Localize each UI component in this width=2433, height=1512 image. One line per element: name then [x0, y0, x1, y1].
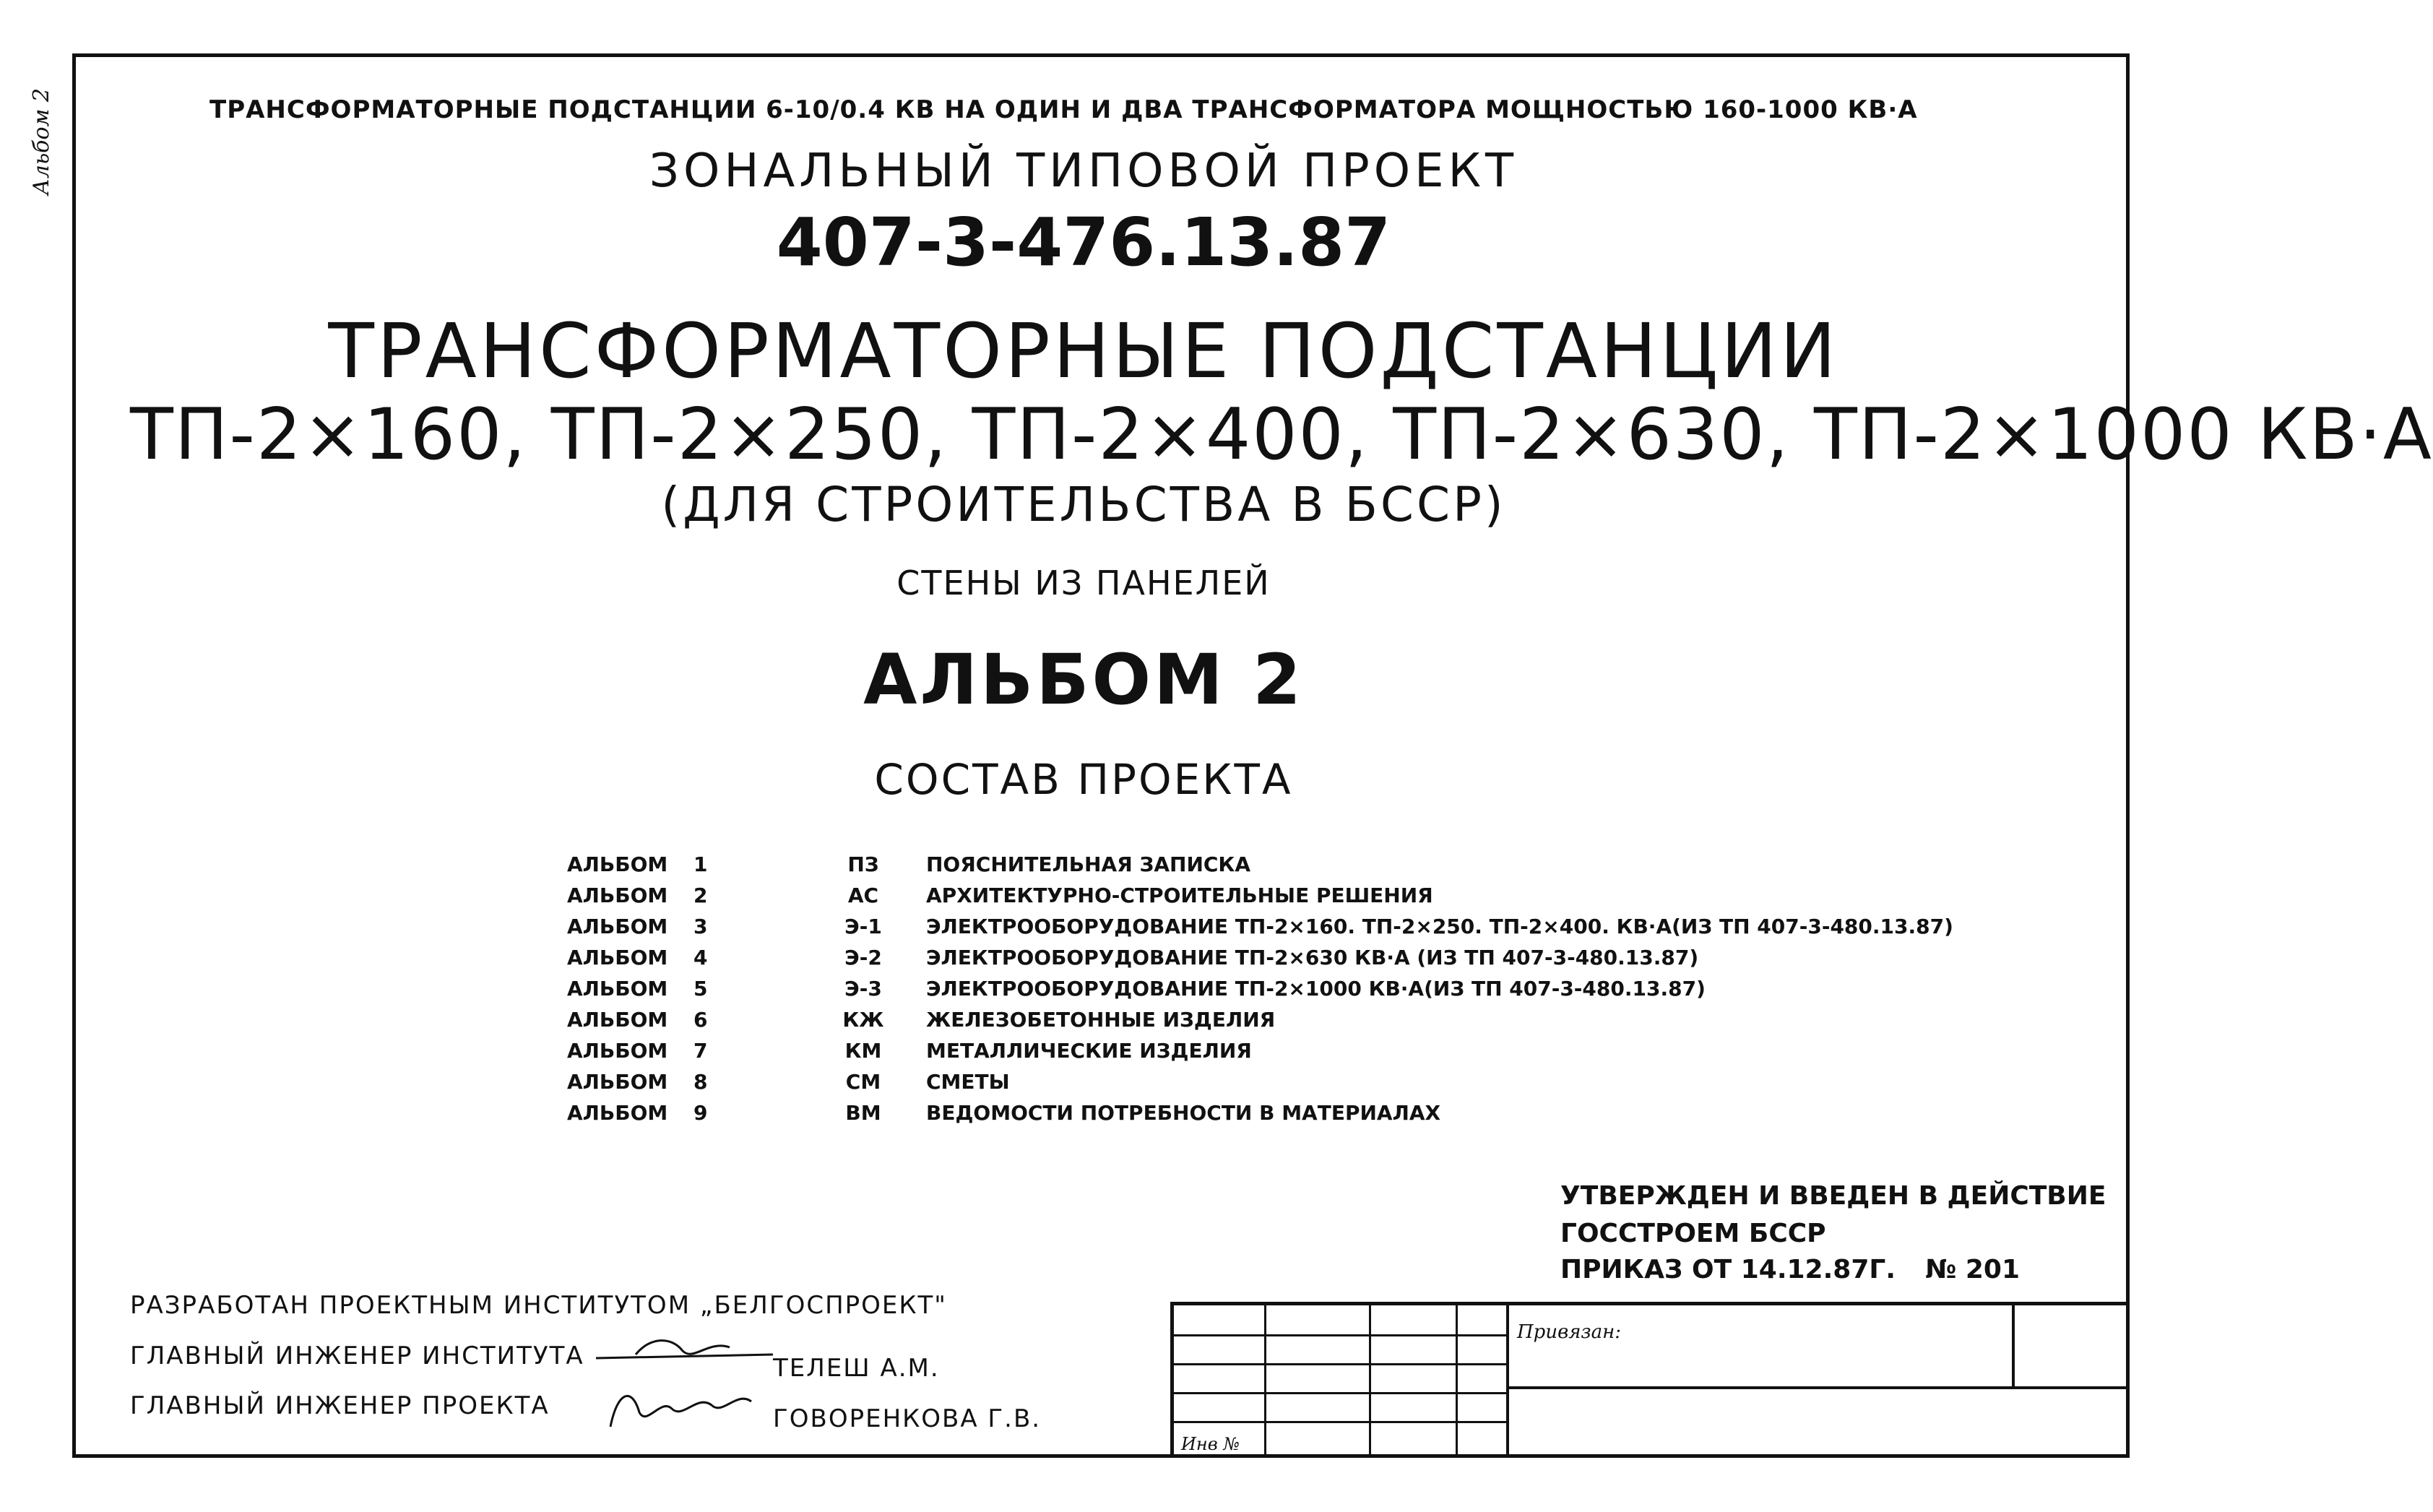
album-number: 3	[693, 915, 708, 938]
album-description: ЖЕЛЕЗОБЕТОННЫЕ ИЗДЕЛИЯ	[926, 1008, 1276, 1032]
signature-1-icon	[592, 1333, 780, 1369]
album-description: СМЕТЫ	[926, 1070, 1010, 1094]
album-code: Э-1	[844, 915, 882, 938]
album-label: АЛЬБОМ	[567, 1039, 668, 1063]
title-line-3: (ДЛЯ СТРОИТЕЛЬСТВА В БССР)	[661, 477, 1506, 532]
walls-subtitle: СТЕНЫ ИЗ ПАНЕЛЕЙ	[896, 563, 1271, 602]
side-note: Альбом 2	[29, 87, 54, 195]
stamp-divider	[2012, 1305, 2015, 1386]
signer-2-name: ГОВОРЕНКОВА Г.В.	[773, 1404, 1042, 1433]
album-description: ВЕДОМОСТИ ПОТРЕБНОСТИ В МАТЕРИАЛАХ	[926, 1101, 1441, 1125]
privyazan-label: Привязан:	[1517, 1321, 1621, 1343]
chief-engineer-institute-label: ГЛАВНЫЙ ИНЖЕНЕР ИНСТИТУТА	[130, 1342, 584, 1370]
inventory-number-label: Инв №	[1181, 1434, 1240, 1454]
album-number: 5	[693, 977, 708, 1001]
chief-engineer-project-label: ГЛАВНЫЙ ИНЖЕНЕР ПРОЕКТА	[130, 1391, 550, 1420]
album-description: ЭЛЕКТРООБОРУДОВАНИЕ ТП-2×160. ТП-2×250. ТП-2×400. КВ·А(ИЗ ТП 407-3-480.13.87)	[926, 915, 1953, 938]
album-code: Э-2	[844, 946, 882, 969]
album-number: 8	[693, 1070, 708, 1094]
signer-1-name: ТЕЛЕШ А.М.	[773, 1354, 940, 1383]
album-code: ПЗ	[847, 852, 879, 876]
album-code: ВМ	[845, 1101, 881, 1125]
album-code: КЖ	[842, 1008, 884, 1032]
signature-2-icon	[603, 1383, 762, 1434]
album-code: КМ	[844, 1039, 882, 1063]
album-number: 2	[693, 884, 708, 907]
album-label: АЛЬБОМ	[567, 852, 668, 876]
album-description: АРХИТЕКТУРНО-СТРОИТЕЛЬНЫЕ РЕШЕНИЯ	[926, 884, 1433, 907]
approval-line-2: ГОССТРОЕМ БССР	[1560, 1219, 1826, 1248]
album-label: АЛЬБОМ	[567, 1008, 668, 1032]
album-description: ЭЛЕКТРООБОРУДОВАНИЕ ТП-2×630 КВ·А (ИЗ ТП 407-3-480.13.87)	[926, 946, 1699, 969]
album-label: АЛЬБОМ	[567, 915, 668, 938]
album-code: СМ	[845, 1070, 881, 1094]
album-code: АС	[847, 884, 879, 907]
title-line-2: ТП-2×160, ТП-2×250, ТП-2×400, ТП-2×630, ТП-2×1000 КВ·А	[130, 394, 2433, 476]
stamp-separator	[1506, 1305, 1509, 1458]
album-label: АЛЬБОМ	[567, 1101, 668, 1125]
order-number: № 201	[1925, 1255, 2020, 1284]
title-line-1: ТРАНСФОРМАТОРНЫЕ ПОДСТАНЦИИ	[328, 307, 1839, 395]
composition-title: СОСТАВ ПРОЕКТА	[874, 755, 1293, 804]
album-label: АЛЬБОМ	[567, 884, 668, 907]
album-code: Э-3	[844, 977, 882, 1001]
developer-line: РАЗРАБОТАН ПРОЕКТНЫМ ИНСТИТУТОМ „БЕЛГОСПРОЕКТ"	[130, 1291, 947, 1320]
album-label: АЛЬБОМ	[567, 977, 668, 1001]
header-line: ТРАНСФОРМАТОРНЫЕ ПОДСТАНЦИИ 6-10/0.4 КВ НА ОДИН И ДВА ТРАНСФОРМАТОРА МОЩНОСТЬЮ 160-1000 КВ·А	[209, 95, 1918, 124]
approval-line-1: УТВЕРЖДЕН И ВВЕДЕН В ДЕЙСТВИЕ	[1560, 1181, 2106, 1211]
album-number: 4	[693, 946, 708, 969]
album-description: ПОЯСНИТЕЛЬНАЯ ЗАПИСКА	[926, 852, 1250, 876]
album-number: 9	[693, 1101, 708, 1125]
album-description: ЭЛЕКТРООБОРУДОВАНИЕ ТП-2×1000 КВ·А(ИЗ ТП 407-3-480.13.87)	[926, 977, 1706, 1001]
stamp-divider	[1506, 1386, 2130, 1389]
album-label: АЛЬБОМ	[567, 1070, 668, 1094]
project-number: 407-3-476.13.87	[776, 204, 1391, 281]
album-number: 6	[693, 1008, 708, 1032]
approval-line-3: ПРИКАЗ ОТ 14.12.87Г.	[1560, 1255, 1896, 1284]
album-label: АЛЬБОМ	[567, 946, 668, 969]
album-number: 7	[693, 1039, 708, 1063]
album-number: 1	[693, 852, 708, 876]
album-description: МЕТАЛЛИЧЕСКИЕ ИЗДЕЛИЯ	[926, 1039, 1252, 1063]
album-title: АЛЬБОМ 2	[863, 639, 1304, 720]
project-type: ЗОНАЛЬНЫЙ ТИПОВОЙ ПРОЕКТ	[649, 144, 1518, 198]
title-stamp	[1170, 1302, 2130, 1458]
